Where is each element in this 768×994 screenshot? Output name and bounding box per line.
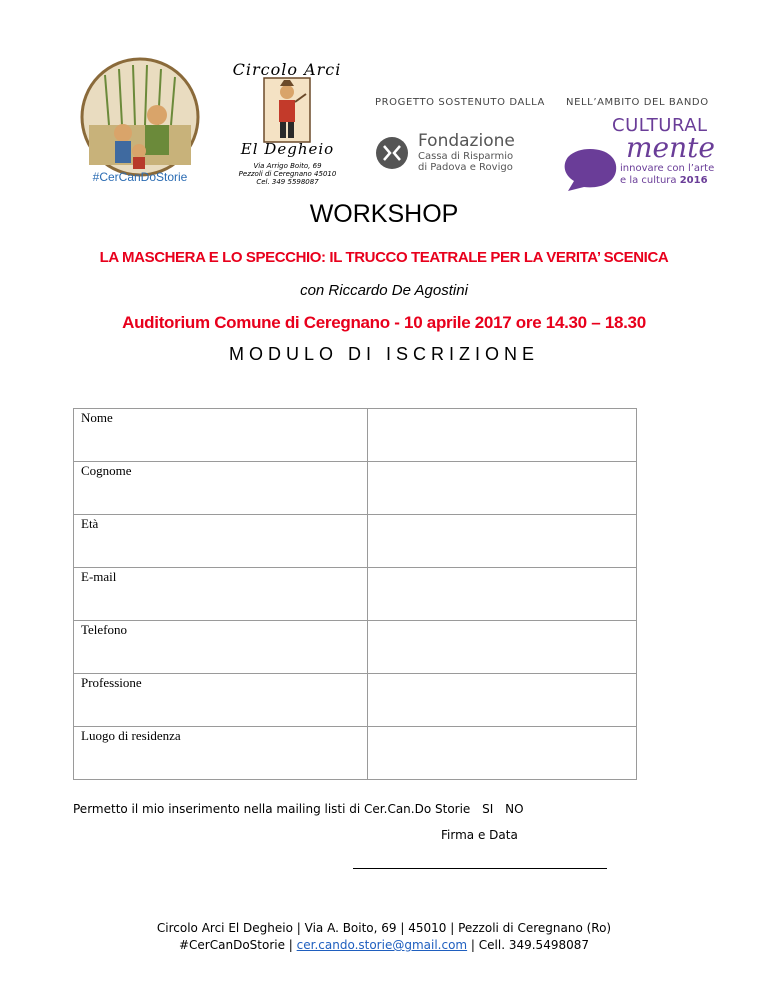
event-subtitle: LA MASCHERA E LO SPECCHIO: IL TRUCCO TEATRALE PER LA VERITA’ SCENICA <box>99 249 669 266</box>
fondazione-subtitle <box>418 151 513 173</box>
arci-address-line: Cel. 349 5598087 <box>256 178 319 186</box>
culturalmente-tagline: innovare con l’arte <box>620 163 715 174</box>
field-label-cognome: Cognome <box>74 462 368 515</box>
eta-input[interactable] <box>368 515 636 567</box>
form-row-professione <box>74 674 637 727</box>
arci-address-line: Via Arrigo Boito, 69 <box>253 162 322 170</box>
fondazione-sub-line: di Padova e Rovigo <box>418 162 513 173</box>
speech-bubble-icon <box>560 145 620 193</box>
speaker-line: con Riccardo De Agostini <box>300 282 468 299</box>
nome-input[interactable] <box>368 409 636 461</box>
signature-line[interactable] <box>353 868 607 869</box>
cognome-input[interactable] <box>368 462 636 514</box>
field-cell-eta[interactable] <box>368 515 637 568</box>
culturalmente-tag2-text: e la cultura <box>620 175 677 186</box>
footer-phone: Cell. 349.5498087 <box>478 938 590 952</box>
fondazione-name: Fondazione <box>418 131 515 151</box>
arci-address-line: Pezzoli di Ceregnano 45010 <box>238 170 337 178</box>
arci-name: El Degheio <box>240 140 335 158</box>
hashtag-logo-text: #CerCanDoStorie <box>92 170 188 184</box>
consent-yes-option[interactable]: SI <box>482 802 494 816</box>
field-cell-telefono[interactable] <box>368 621 637 674</box>
footer <box>0 920 768 954</box>
field-cell-cognome[interactable] <box>368 462 637 515</box>
footer-address: Circolo Arci El Degheio | Via A. Boito, 69 | 45010 | Pezzoli di Ceregnano (Ro) <box>156 921 612 935</box>
field-label-telefono: Telefono <box>74 621 368 674</box>
field-cell-email[interactable] <box>368 568 637 621</box>
culturalmente-year: 2016 <box>679 175 708 186</box>
form-row-nome <box>74 409 637 462</box>
culturalmente-top: CULTURAL <box>612 115 708 136</box>
telefono-input[interactable] <box>368 621 636 673</box>
arci-title: Circolo Arci <box>232 60 342 79</box>
form-heading: MODULO DI ISCRIZIONE <box>228 344 539 364</box>
field-cell-professione[interactable] <box>368 674 637 727</box>
fondazione-icon <box>375 136 409 170</box>
email-input[interactable] <box>368 568 636 620</box>
form-row-telefono <box>74 621 637 674</box>
footer-hashtag: #CerCanDoStorie <box>178 938 285 952</box>
consent-no-option[interactable]: NO <box>505 802 524 816</box>
field-label-professione: Professione <box>74 674 368 727</box>
consent-text: Permetto il mio inserimento nella mailing listi di Cer.Can.Do Storie <box>73 802 471 816</box>
field-label-residenza: Luogo di residenza <box>74 727 368 780</box>
project-label: PROGETTO SOSTENUTO DALLA <box>375 97 545 108</box>
field-cell-nome[interactable] <box>368 409 637 462</box>
field-label-email: E-mail <box>74 568 368 621</box>
form-row-eta <box>74 515 637 568</box>
form-row-cognome <box>74 462 637 515</box>
registration-form-table <box>73 408 637 780</box>
professione-input[interactable] <box>368 674 636 726</box>
field-cell-residenza[interactable] <box>368 727 637 780</box>
fondazione-sub-line: Cassa di Risparmio <box>418 151 514 162</box>
footer-email-link[interactable]: cer.cando.storie@gmail.com <box>296 938 468 952</box>
page-title: WORKSHOP <box>309 200 459 228</box>
mailing-consent <box>73 802 524 816</box>
field-label-nome: Nome <box>74 409 368 462</box>
venue-line: Auditorium Comune di Ceregnano - 10 aprile 2017 ore 14.30 – 18.30 <box>122 313 646 332</box>
arci-address <box>230 162 345 186</box>
culturalmente-tagline-2 <box>620 175 708 186</box>
footer-contacts: #CerCanDoStorie | cer.cando.storie@gmail.com | Cell. 349.5498087 <box>178 938 590 952</box>
form-row-residenza <box>74 727 637 780</box>
culturalmente-bottom: mente <box>626 131 715 164</box>
cercandostorie-logo <box>75 55 205 185</box>
residenza-input[interactable] <box>368 727 636 779</box>
field-label-eta: Età <box>74 515 368 568</box>
form-row-email <box>74 568 637 621</box>
bando-label: NELL’AMBITO DEL BANDO <box>566 97 709 108</box>
signature-label: Firma e Data <box>441 828 518 842</box>
